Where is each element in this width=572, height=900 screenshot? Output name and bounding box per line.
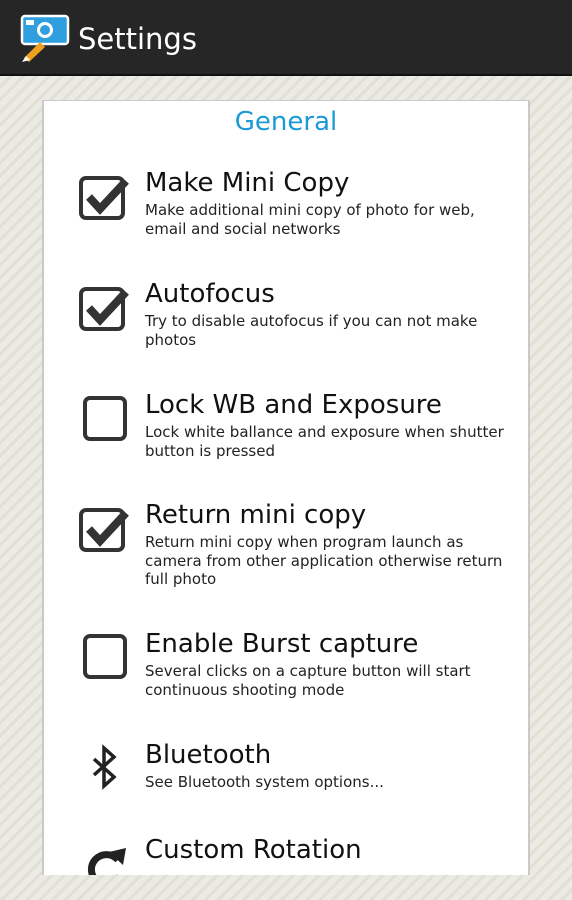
pref-make-mini-copy[interactable] [44, 167, 528, 267]
page-title: Settings [78, 22, 197, 56]
preferences-panel [42, 100, 530, 875]
pref-summary: Make additional mini copy of photo for web, email and social networks [145, 201, 475, 238]
pref-title: Return mini copy [145, 500, 367, 530]
checkbox-checked-icon[interactable] [78, 171, 132, 225]
pref-title: Lock WB and Exposure [145, 390, 442, 420]
pref-summary: Lock white ballance and exposure when shutter button is pressed [145, 423, 504, 460]
pref-summary: Return mini copy when program launch as camera from other application otherwise return full photo [145, 533, 503, 588]
camera-app-icon[interactable] [18, 12, 72, 64]
section-header-general: General [234, 107, 338, 137]
pref-title: Custom Rotation [145, 835, 362, 865]
pref-custom-rotation[interactable] [44, 834, 528, 875]
pref-title: Make Mini Copy [145, 168, 350, 198]
pref-return-mini-copy[interactable] [44, 499, 528, 617]
pref-autofocus[interactable] [44, 278, 528, 378]
bluetooth-icon [78, 743, 132, 797]
pref-summary: Several clicks on a capture button will start continuous shooting mode [145, 662, 471, 699]
checkbox-checked-icon[interactable] [78, 503, 132, 557]
pref-title: Autofocus [145, 279, 275, 309]
pref-title: Enable Burst capture [145, 629, 419, 659]
checkbox-checked-icon[interactable] [78, 282, 132, 336]
pref-summary: Try to disable autofocus if you can not make photos [145, 312, 478, 349]
checkbox-unchecked-icon[interactable] [78, 631, 132, 685]
pref-title: Bluetooth [145, 740, 272, 770]
pref-lock-wb-exposure[interactable] [44, 389, 528, 489]
pref-bluetooth[interactable] [44, 739, 528, 819]
pref-enable-burst-capture[interactable] [44, 628, 528, 728]
rotate-icon [78, 838, 132, 875]
action-bar [0, 0, 572, 76]
checkbox-unchecked-icon[interactable] [78, 393, 132, 447]
pref-summary: See Bluetooth system options... [145, 773, 384, 791]
